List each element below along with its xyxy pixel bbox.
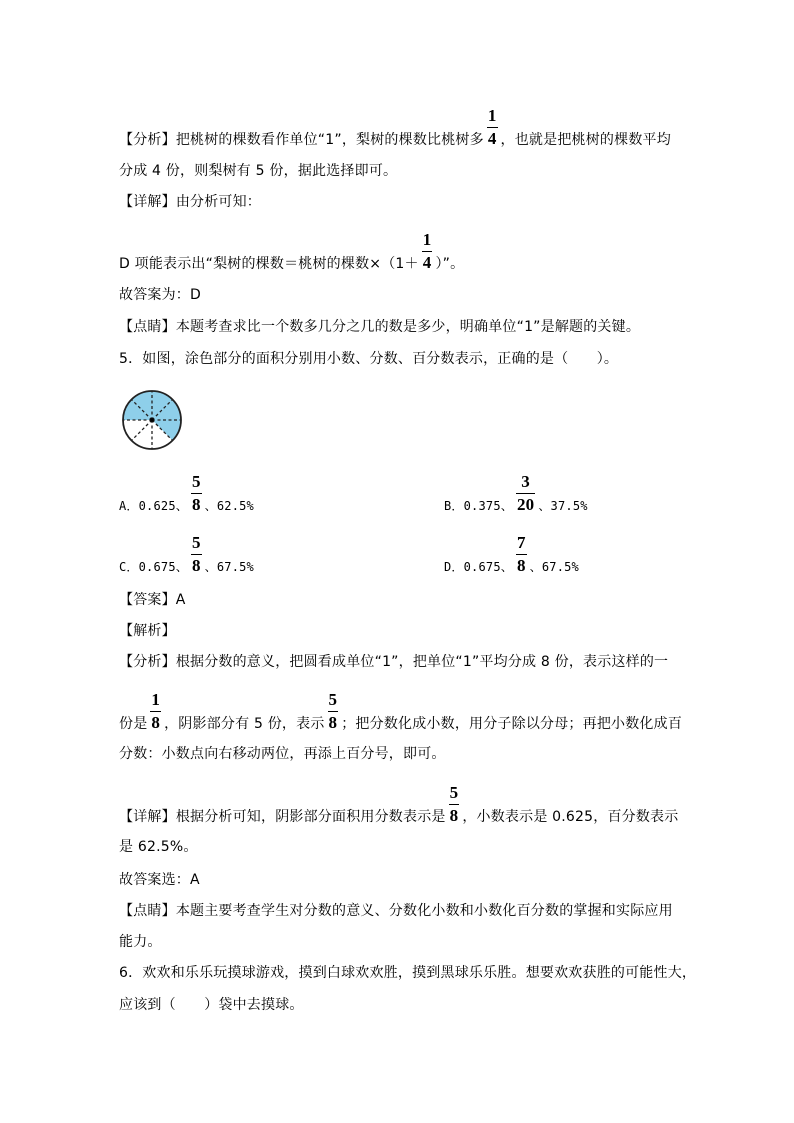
fraction [150, 690, 161, 732]
option-rest: 、62.5% [204, 499, 254, 513]
text: ，也就是把桃树的棵数平均 [500, 132, 671, 148]
numerator: 7 [516, 534, 527, 555]
option-label: C．0.675、 [119, 560, 188, 574]
numerator: 5 [328, 691, 339, 712]
numerator: 5 [191, 473, 202, 494]
denominator: 8 [191, 556, 201, 575]
section-tag: 【点睛】 [119, 903, 176, 919]
option-label: A．0.625、 [119, 499, 188, 513]
option-label: B．0.375、 [444, 499, 513, 513]
q4-analysis-line1 [119, 106, 671, 148]
numerator: 1 [150, 691, 161, 712]
fraction [487, 106, 498, 148]
fraction [191, 533, 202, 575]
q5-analysis-line2 [119, 690, 683, 732]
denominator: 4 [422, 253, 432, 272]
option-rest: 、67.5% [204, 560, 254, 574]
option-b[interactable] [444, 472, 588, 514]
q5-question: 5．如图，涂色部分的面积分别用小数、分数、百分数表示，正确的是（ ）。 [119, 351, 619, 367]
numerator: 1 [487, 107, 498, 128]
denominator: 20 [516, 495, 535, 514]
option-rest: 、67.5% [529, 560, 579, 574]
text: 由分析可知： [175, 194, 262, 210]
numerator: 3 [516, 473, 535, 494]
shaded-circle-figure [121, 389, 183, 451]
text: ）”。 [435, 256, 465, 272]
section-tag: 【详解】 [119, 194, 176, 210]
fraction [422, 230, 433, 272]
numerator: 1 [422, 231, 433, 252]
section-tag: 【分析】 [119, 654, 176, 670]
option-rest: 、37.5% [538, 499, 588, 513]
q5-jiexi: 【解析】 [119, 623, 176, 639]
center-dot [150, 418, 154, 422]
option-c[interactable] [119, 533, 254, 575]
q5-analysis-line1 [119, 654, 668, 670]
q5-detail-line2: 是 62.5%。 [119, 839, 198, 855]
numerator: 5 [191, 534, 202, 555]
text: 本题主要考查学生对分数的意义、分数化小数和小数化百分数的掌握和实际应用 [175, 903, 673, 919]
q5-answer-line: 【答案】A [119, 592, 186, 608]
text: 根据分析可知，阴影部分面积用分数表示是 [175, 809, 446, 825]
fraction [516, 533, 527, 575]
option-d[interactable] [444, 533, 579, 575]
text: ；把分数化成小数，用分子除以分母；再把小数化成百 [341, 716, 683, 732]
text: ，小数表示是 0.625，百分数表示 [462, 809, 679, 825]
text: 本题考查求比一个数多几分之几的数是多少，明确单位“1”是解题的关键。 [175, 319, 641, 335]
q5-answer: 故答案选：A [119, 872, 200, 888]
denominator: 8 [328, 713, 338, 732]
section-tag: 【点睛】 [119, 319, 176, 335]
q4-detail-line1 [119, 194, 261, 210]
q5-comment-line2: 能力。 [119, 934, 162, 950]
q4-comment [119, 319, 640, 335]
denominator: 8 [516, 556, 526, 575]
fraction [191, 472, 202, 514]
denominator: 8 [191, 495, 201, 514]
q4-analysis-line2: 分成 4 份，则梨树有 5 份，据此选择即可。 [119, 163, 398, 179]
denominator: 4 [487, 129, 497, 148]
text: 份是 [119, 716, 148, 732]
option-label: D．0.675、 [444, 560, 513, 574]
fraction [328, 690, 339, 732]
text: ，阴影部分有 5 份，表示 [164, 716, 325, 732]
text: 把桃树的棵数看作单位“1”，梨树的棵数比桃树多 [175, 132, 484, 148]
q4-detail-line2 [119, 230, 465, 272]
denominator: 8 [151, 713, 161, 732]
option-a[interactable] [119, 472, 254, 514]
q5-detail-line1 [119, 783, 679, 825]
text: D 项能表示出“梨树的棵数＝桃树的棵数×（1＋ [119, 256, 419, 272]
q5-analysis-line3: 分数：小数点向右移动两位，再添上百分号，即可。 [119, 746, 446, 762]
fraction [516, 472, 535, 514]
q6-question-line2: 应该到（ ）袋中去摸球。 [119, 997, 304, 1013]
q6-question-line1: 6．欢欢和乐乐玩摸球游戏，摸到白球欢欢胜，摸到黑球乐乐胜。想要欢欢获胜的可能性大， [119, 965, 697, 981]
q4-answer: 故答案为：D [119, 287, 201, 303]
q5-comment-line1 [119, 903, 673, 919]
section-tag: 【详解】 [119, 809, 176, 825]
text: 根据分数的意义，把圆看成单位“1”，把单位“1”平均分成 8 份，表示这样的一 [175, 654, 669, 670]
fraction [449, 783, 460, 825]
denominator: 8 [449, 806, 459, 825]
numerator: 5 [449, 784, 460, 805]
section-tag: 【分析】 [119, 132, 176, 148]
